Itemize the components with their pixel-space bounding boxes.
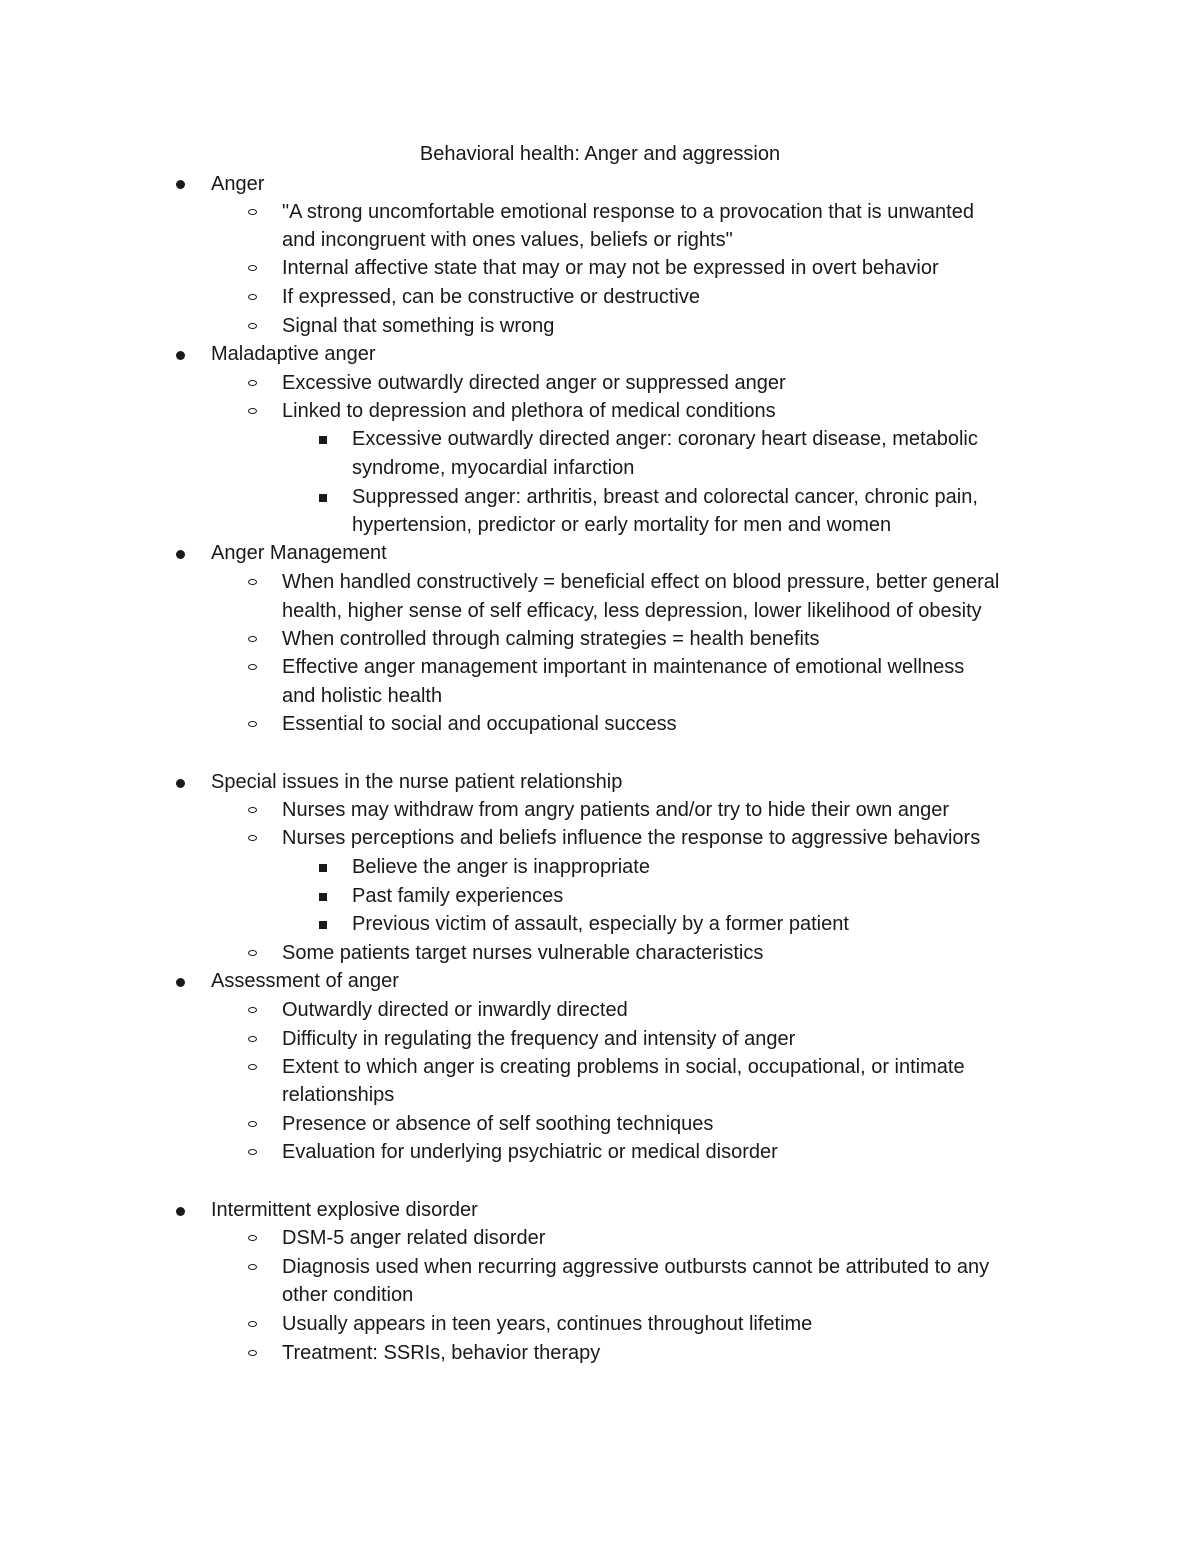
bullet-circle-icon [248, 1121, 257, 1127]
bullet-circle-icon [248, 209, 257, 215]
list-item: Nurses may withdraw from angry patients and/or try to hide their own anger [282, 799, 949, 821]
list-item: When handled constructively = beneficial effect on blood pressure, better general [282, 571, 1000, 593]
bullet-square-icon [319, 864, 327, 872]
bullet-square-icon [319, 921, 327, 929]
bullet-circle-icon [248, 807, 257, 813]
sub-list-item: Previous victim of assault, especially by a former patient [352, 913, 849, 935]
bullet-square-icon [319, 436, 327, 444]
bullet-circle-icon [248, 265, 257, 271]
list-item: Treatment: SSRIs, behavior therapy [282, 1342, 601, 1364]
section-heading: Special issues in the nurse patient relationship [211, 771, 623, 793]
bullet-square-icon [319, 494, 327, 502]
list-item-continuation: other condition [282, 1284, 414, 1306]
sub-list-item: Believe the anger is inappropriate [352, 856, 650, 878]
list-item: "A strong uncomfortable emotional response to a provocation that is unwanted [282, 201, 974, 223]
sub-list-item-continuation: hypertension, predictor or early mortality for men and women [352, 514, 892, 536]
list-item: Nurses perceptions and beliefs influence the response to aggressive behaviors [282, 827, 981, 849]
bullet-circle-icon [248, 721, 257, 727]
list-item: Some patients target nurses vulnerable characteristics [282, 942, 764, 964]
list-item: Extent to which anger is creating problems in social, occupational, or intimate [282, 1056, 965, 1078]
list-item: Outwardly directed or inwardly directed [282, 999, 628, 1021]
list-item: If expressed, can be constructive or destructive [282, 286, 700, 308]
bullet-disc-icon [176, 1207, 185, 1216]
bullet-circle-icon [248, 408, 257, 414]
bullet-circle-icon [248, 664, 257, 670]
list-item: Linked to depression and plethora of medical conditions [282, 400, 776, 422]
bullet-disc-icon [176, 180, 185, 189]
bullet-circle-icon [248, 1007, 257, 1013]
list-item-continuation: and incongruent with ones values, beliefs or rights" [282, 229, 733, 251]
bullet-circle-icon [248, 1350, 257, 1356]
bullet-circle-icon [248, 1149, 257, 1155]
list-item: Difficulty in regulating the frequency and intensity of anger [282, 1028, 796, 1050]
list-item: Diagnosis used when recurring aggressive outbursts cannot be attributed to any [282, 1256, 990, 1278]
bullet-disc-icon [176, 351, 185, 360]
section-heading: Intermittent explosive disorder [211, 1199, 478, 1221]
list-item: Internal affective state that may or may not be expressed in overt behavior [282, 257, 939, 279]
bullet-circle-icon [248, 636, 257, 642]
list-item: DSM-5 anger related disorder [282, 1227, 546, 1249]
section-heading: Maladaptive anger [211, 343, 376, 365]
document-title: Behavioral health: Anger and aggression [419, 143, 781, 165]
bullet-circle-icon [248, 294, 257, 300]
list-item: Presence or absence of self soothing techniques [282, 1113, 714, 1135]
list-item: Usually appears in teen years, continues throughout lifetime [282, 1313, 813, 1335]
section-heading: Assessment of anger [211, 970, 399, 992]
bullet-circle-icon [248, 1036, 257, 1042]
bullet-disc-icon [176, 550, 185, 559]
list-item: Evaluation for underlying psychiatric or medical disorder [282, 1141, 778, 1163]
section-heading: Anger Management [211, 542, 387, 564]
list-item: Essential to social and occupational success [282, 713, 677, 735]
bullet-circle-icon [248, 579, 257, 585]
list-item-continuation: health, higher sense of self efficacy, less depression, lower likelihood of obesity [282, 600, 982, 622]
sub-list-item: Suppressed anger: arthritis, breast and colorectal cancer, chronic pain, [352, 486, 978, 508]
bullet-circle-icon [248, 1235, 257, 1241]
bullet-circle-icon [248, 1064, 257, 1070]
bullet-circle-icon [248, 380, 257, 386]
bullet-circle-icon [248, 323, 257, 329]
list-item-continuation: relationships [282, 1084, 395, 1106]
bullet-circle-icon [248, 950, 257, 956]
sub-list-item-continuation: syndrome, myocardial infarction [352, 457, 635, 479]
bullet-circle-icon [248, 1264, 257, 1270]
section-heading: Anger [211, 173, 265, 195]
bullet-circle-icon [248, 1321, 257, 1327]
bullet-disc-icon [176, 978, 185, 987]
list-item: When controlled through calming strategies = health benefits [282, 628, 820, 650]
list-item: Effective anger management important in maintenance of emotional wellness [282, 656, 965, 678]
sub-list-item: Past family experiences [352, 885, 564, 907]
list-item: Excessive outwardly directed anger or suppressed anger [282, 372, 786, 394]
list-item: Signal that something is wrong [282, 315, 555, 337]
bullet-square-icon [319, 893, 327, 901]
bullet-disc-icon [176, 779, 185, 788]
list-item-continuation: and holistic health [282, 685, 443, 707]
bullet-circle-icon [248, 835, 257, 841]
sub-list-item: Excessive outwardly directed anger: coronary heart disease, metabolic [352, 428, 978, 450]
